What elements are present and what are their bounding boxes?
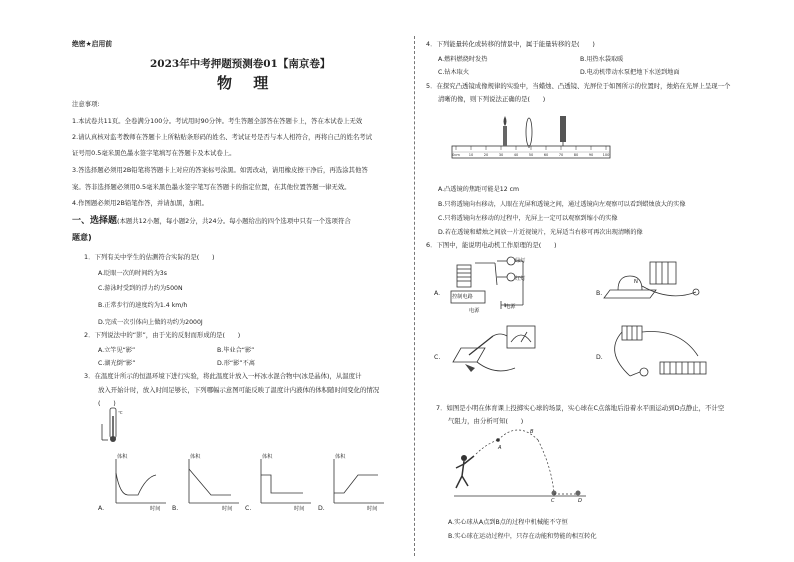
- ruler-tick-label: 70: [558, 153, 564, 157]
- ruler-tick-label: 0cm: [452, 153, 460, 157]
- notice-heading: 注意事项:: [72, 100, 100, 108]
- q3-stem: 3．在温度计所示的恒温环境下进行实验，将此温度计放入一杯冰水混合物中(冰是晶体)，从温度计: [84, 372, 362, 380]
- q3-option-a[interactable]: A.: [98, 505, 105, 512]
- column-divider: [414, 36, 415, 556]
- q6-figure-b: [600, 258, 710, 308]
- ruler-tick-label: 10: [468, 153, 474, 157]
- q2-option-d[interactable]: D.形“影”不离: [217, 360, 255, 367]
- q3-graph-c-ylabel: 体积: [262, 454, 273, 460]
- q6-option-d[interactable]: D.: [596, 354, 603, 361]
- q6-red-label: 红灯: [515, 276, 526, 282]
- section-desc-tail: 题意): [72, 233, 92, 242]
- optical-bench-figure: [448, 108, 616, 168]
- q3-stem-3: ( ): [98, 399, 116, 407]
- q6-figure-a: [445, 255, 555, 315]
- q6-stem: 6．下图中，能说明电动机工作原理的是( ): [426, 241, 557, 249]
- section-desc: (本题共12小题，每小题2分，共24分。每小题给出的四个选项中只有一个选项符合: [117, 217, 351, 225]
- section-heading: 一、选择题: [72, 216, 118, 226]
- notice-item: 3.答选择题必须用2B铅笔将答题卡上对应的答案标号涂黑。如需改动，请用橡皮擦干净后，再选涂其他答: [72, 166, 368, 174]
- q1-option-d[interactable]: D.完成一次引体向上做的功约为2000J: [98, 319, 203, 326]
- q6-n-label: N: [634, 279, 638, 285]
- q1-option-a[interactable]: A.眨眼一次的时间约为3s: [98, 270, 167, 277]
- svg-text:℃: ℃: [118, 410, 123, 415]
- q2-option-a[interactable]: A.立竿见“影”: [98, 347, 136, 354]
- q7-point-a: A: [498, 445, 502, 451]
- q6-option-c[interactable]: C.: [434, 354, 441, 361]
- q3-graph-d-ylabel: 体积: [335, 454, 346, 460]
- ruler-tick-label: 20: [483, 153, 489, 157]
- q7-option-b[interactable]: B.实心球在运动过程中，只存在动能和势能的相互转化: [448, 533, 597, 540]
- q7-figure: [450, 426, 590, 510]
- q7-stem-2: 气阻力，由分析可知( ): [448, 417, 524, 425]
- ruler-tick-label: 100: [602, 153, 610, 157]
- q3-option-d[interactable]: D.: [318, 505, 325, 512]
- q1-option-b[interactable]: B.正常步行的速度约为1.4 km/h: [98, 302, 188, 309]
- ruler-tick-label: 60: [543, 153, 549, 157]
- q3-graph-a-ylabel: 体积: [117, 454, 128, 460]
- q3-graph-d: [328, 455, 388, 513]
- notice-item: 案。答非选择题必须用0.5毫米黑色墨水签字笔写在答题卡的指定位置，在其他位置答题一律无效。: [72, 183, 351, 191]
- q3-graph-b: [183, 455, 243, 513]
- q3-stem-2: 放入开始计时，放入时间足够长，下列哪幅示意图可能反映了温度计内液体的体积随时间变化的情况: [98, 386, 380, 394]
- secret-label: 绝密★启用前: [72, 40, 113, 48]
- q4-stem: 4．下列能量转化或转移的情景中，属于能量转移的是( ): [426, 40, 595, 48]
- q2-option-c[interactable]: C.湖光倒“影”: [98, 360, 136, 367]
- q5-stem-2: 清晰的像，则下列说法正确的是( ): [438, 95, 546, 103]
- q5-option-a[interactable]: A.凸透镜的焦距可能是12 cm: [438, 186, 520, 193]
- q7-point-c: C: [551, 498, 555, 504]
- q3-graph-b-xlabel: 时间: [222, 506, 233, 512]
- q3-option-b[interactable]: B.: [172, 505, 179, 512]
- q2-option-b[interactable]: B.毕业合“影”: [217, 347, 255, 354]
- q7-option-a[interactable]: A.实心球从A点到B点的过程中机械能不守恒: [448, 519, 568, 526]
- q3-graph-a: [110, 455, 170, 513]
- q6-figure-c: [445, 322, 555, 382]
- q6-option-a[interactable]: A.: [434, 290, 441, 297]
- q4-option-a[interactable]: A.燃料燃烧时发热: [438, 56, 488, 63]
- q6-supply-label-a2: 电源: [505, 304, 516, 310]
- q3-graph-d-xlabel: 时间: [367, 506, 378, 512]
- ruler-tick-label: 50: [528, 153, 534, 157]
- q1-option-c[interactable]: C.游泳时受到的浮力约为500N: [98, 285, 183, 292]
- ruler-tick-label: 80: [573, 153, 579, 157]
- section-heading-row: [72, 216, 351, 227]
- exam-title: 2023年中考押题预测卷01【南京卷】: [150, 58, 331, 70]
- q3-graph-c-xlabel: 时间: [294, 506, 305, 512]
- q1-stem: 1．下列有关中学生的估测符合实际的是( ): [84, 253, 215, 261]
- notice-item: 2.请认真核对监考教师在答题卡上所粘贴条形码的姓名、考试证号是否与本人相符合，再将自己的姓名考试: [72, 133, 373, 141]
- q6-control-label: 控制电路: [452, 294, 473, 300]
- q6-supply-label-a: 电源: [469, 308, 480, 314]
- q6-green-label: 绿灯: [515, 258, 526, 264]
- q6-figure-d: [600, 322, 720, 390]
- q5-stem: 5．在探究凸透镜成像规律的实验中，当蜡烛、凸透镜、光屏位于如图所示的位置时，烛焰在光屏上呈现一个: [426, 82, 731, 90]
- thermometer-figure: [98, 406, 138, 444]
- ruler-tick-label: 90: [588, 153, 594, 157]
- q2-stem: 2．下列说法中的“影”，由于光的反射而形成的是( ): [84, 331, 241, 339]
- q7-stem: 7．如图是小明在体育课上投掷实心球的场景，实心球在C点落地后沿着水平面运动到D点静止，不计空: [436, 404, 725, 412]
- q4-option-d[interactable]: D.电动机带动水泵把地下水送到地面: [580, 69, 680, 76]
- q4-option-b[interactable]: B.用热水袋取暖: [580, 56, 624, 63]
- q6-option-b[interactable]: B.: [596, 290, 603, 297]
- q5-option-d[interactable]: D.若在透镜和蜡烛之间放一片近视镜片，光屏适当右移可再次出现清晰的像: [438, 229, 643, 236]
- q7-point-d: D: [578, 498, 582, 504]
- q3-graph-b-ylabel: 体积: [190, 454, 201, 460]
- ruler-tick-label: 40: [513, 153, 519, 157]
- q3-option-c[interactable]: C.: [245, 505, 252, 512]
- notice-item: 1.本试卷共11页。全卷满分100分。考试用时90分钟。考生答题全部答在答题卡上，答在本试卷上无效: [72, 117, 363, 125]
- q5-option-c[interactable]: C.只将透镜向左移动的过程中，光屏上一定可以观察到缩小的实像: [438, 215, 618, 222]
- q7-point-b: B: [530, 429, 534, 435]
- notice-item: 4.作图题必须用2B铅笔作答，并请加黑，加粗。: [72, 199, 208, 207]
- notice-item: 证号用0.5毫米黑色墨水签字笔填写在答题卡及本试卷上。: [72, 149, 236, 157]
- q5-option-b[interactable]: B.只将透镜向右移动，人眼在光屏和透镜之间，通过透镜向左观察可以看到蜡烛放大的实像: [438, 201, 686, 208]
- q3-graph-a-xlabel: 时间: [150, 506, 161, 512]
- q3-graph-c: [255, 455, 315, 513]
- ruler-tick-label: 30: [498, 153, 504, 157]
- q4-option-c[interactable]: C.钻木取火: [438, 69, 470, 76]
- subject-title: 物 理: [217, 74, 277, 92]
